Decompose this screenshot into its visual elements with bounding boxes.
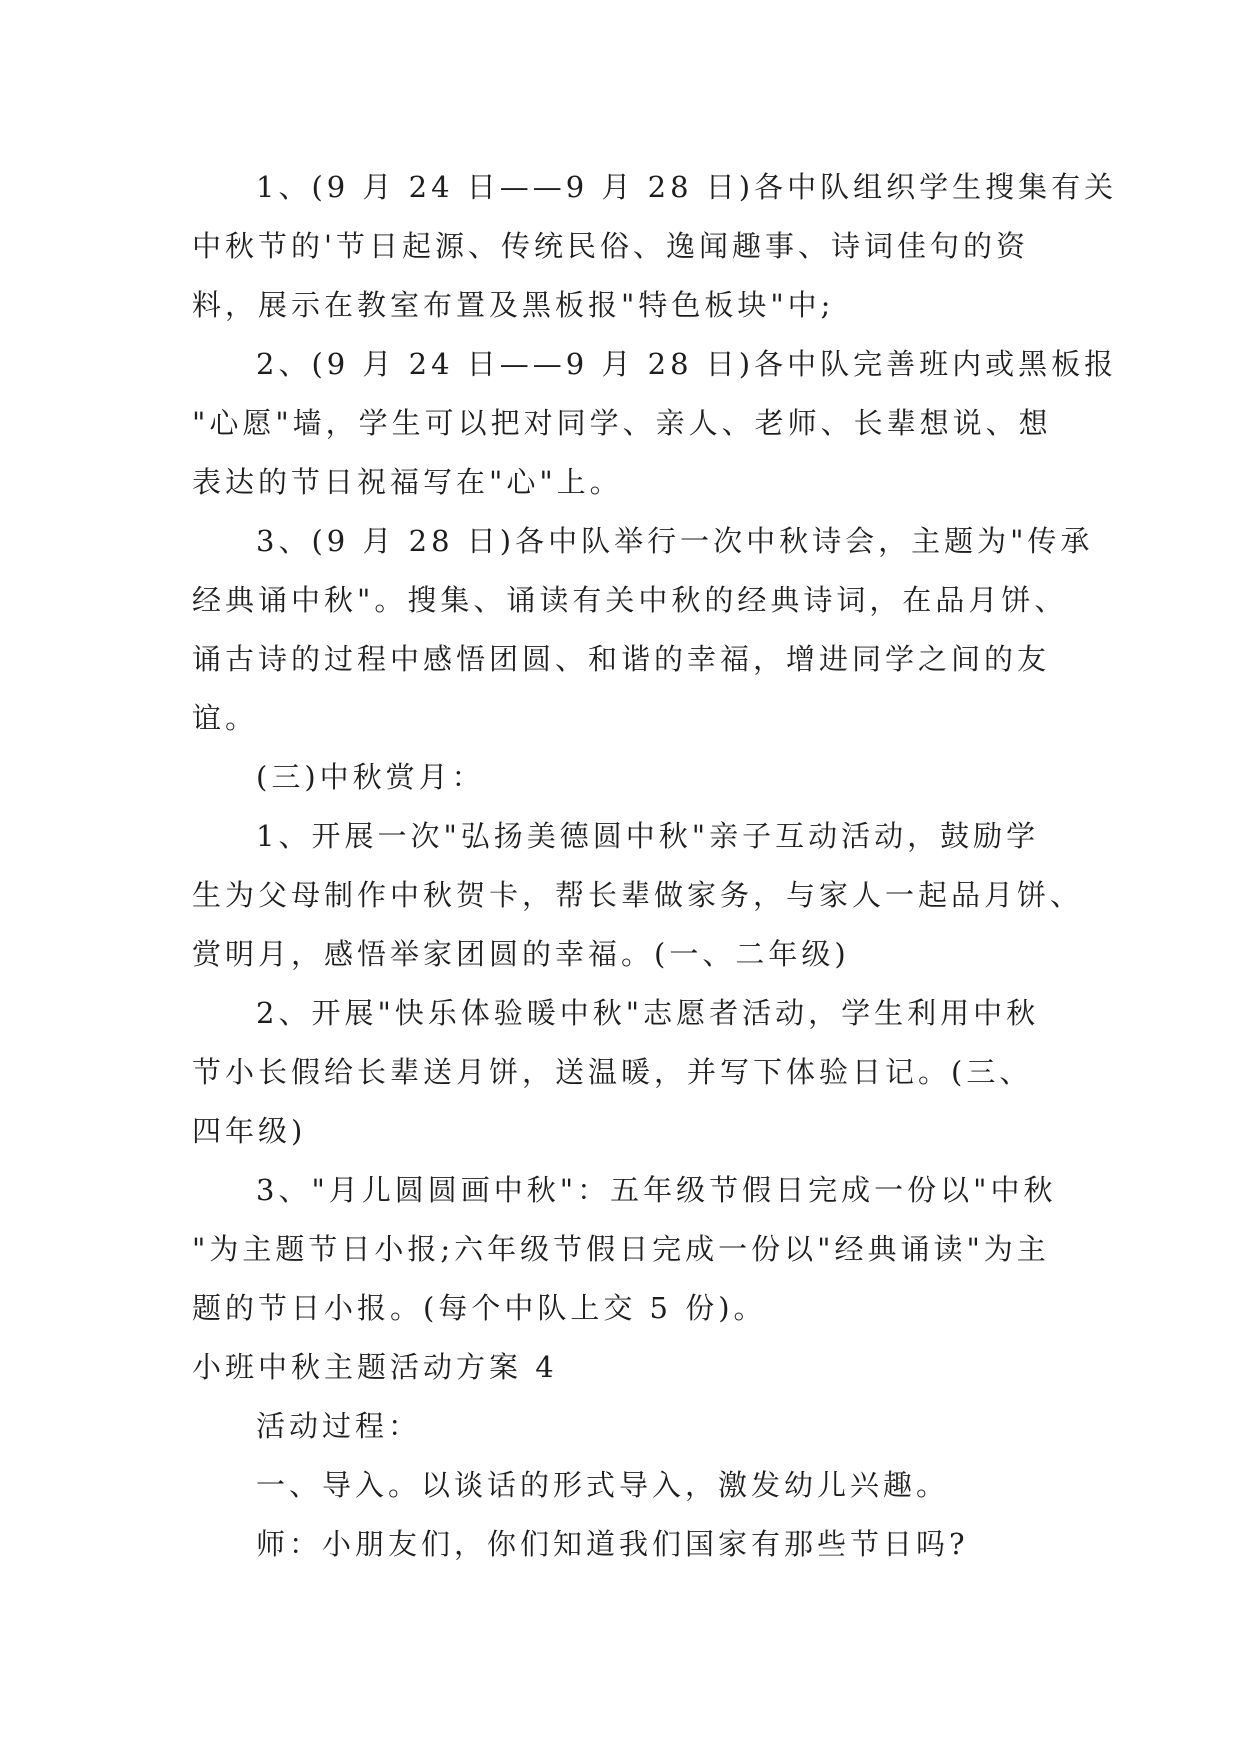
paragraph-line: 1、开展一次"弘扬美德圆中秋"亲子互动活动，鼓励学: [256, 819, 1040, 853]
paragraph-line: 生为父母制作中秋贺卡，帮长辈做家务，与家人一起品月饼、: [192, 878, 1084, 912]
document-body: [192, 158, 1118, 1574]
paragraph-line: 经典诵中秋"。搜集、诵读有关中秋的经典诗词，在品月饼、: [192, 583, 1068, 617]
paragraph-line: 中秋节的'节日起源、传统民俗、逸闻趣事、诗词佳句的资: [192, 229, 1029, 263]
section-heading: (三)中秋赏月：: [256, 760, 485, 794]
document-title: 小班中秋主题活动方案 4: [192, 1350, 558, 1384]
paragraph-line: 3、"月儿圆圆画中秋"：五年级节假日完成一份以"中秋: [256, 1173, 1057, 1207]
paragraph-line: 师：小朋友们，你们知道我们国家有那些节日吗?: [256, 1527, 969, 1561]
paragraph-line: 四年级): [192, 1114, 307, 1148]
paragraph-line: 诵古诗的过程中感悟团圆、和谐的幸福，增进同学之间的友: [192, 642, 1051, 676]
paragraph-line: "为主题节日小报;六年级节假日完成一份以"经典诵读"为主: [192, 1232, 1050, 1266]
paragraph-line: 题的节日小报。(每个中队上交 5 份)。: [192, 1291, 767, 1325]
paragraph-line: 料，展示在教室布置及黑板报"特色板块"中;: [192, 288, 835, 322]
paragraph-line: 一、导入。以谈话的形式导入，激发幼儿兴趣。: [256, 1468, 950, 1502]
paragraph-line: 赏明月，感悟举家团圆的幸福。(一、二年级): [192, 937, 850, 971]
section-heading: 活动过程：: [256, 1409, 422, 1443]
paragraph-line: 3、(9 月 28 日)各中队举行一次中秋诗会，主题为"传承: [256, 524, 1094, 558]
paragraph-line: 表达的节日祝福写在"心"上。: [192, 465, 623, 499]
paragraph-line: 谊。: [192, 701, 259, 735]
paragraph-line: 1、(9 月 24 日——9 月 28 日)各中队组织学生搜集有关: [256, 170, 1118, 204]
paragraph-line: 2、开展"快乐体验暖中秋"志愿者活动，学生利用中秋: [256, 996, 1040, 1030]
paragraph-line: "心愿"墙，学生可以把对同学、亲人、老师、长辈想说、想: [192, 406, 1052, 440]
paragraph-line: 节小长假给长辈送月饼，送温暖，并写下体验日记。(三、: [192, 1055, 1033, 1089]
paragraph-line: 2、(9 月 24 日——9 月 28 日)各中队完善班内或黑板报: [256, 347, 1118, 381]
